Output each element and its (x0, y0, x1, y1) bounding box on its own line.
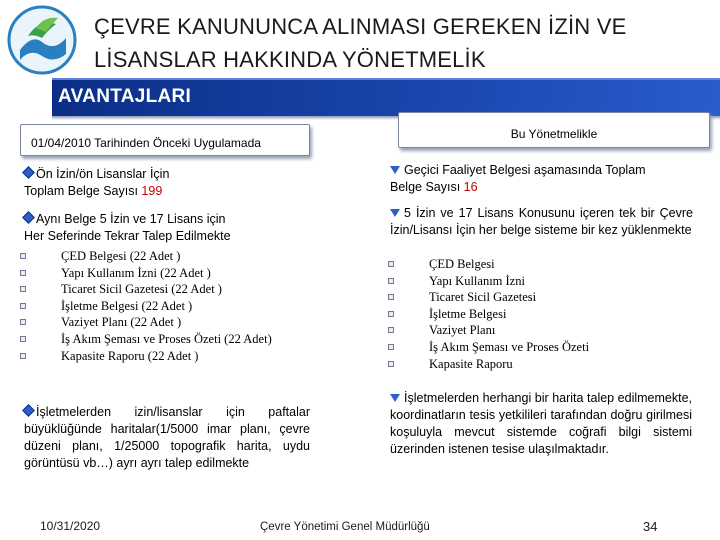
page-title (94, 10, 714, 76)
list-item: Yapı Kullanım İzni (22 Adet ) (20, 265, 320, 282)
right-p1-line1: Geçici Faaliyet Belgesi aşamasında Toplam (404, 163, 646, 177)
section-title: AVANTAJLARI (58, 86, 192, 107)
list-item: İşletme Belgesi (388, 306, 698, 323)
square-bullet-icon (388, 278, 394, 284)
left-paragraph-2 (24, 211, 314, 245)
right-document-count: 16 (463, 180, 478, 194)
left-p1-line1: Ön İzin/ön Lisanslar İçin (36, 167, 170, 181)
footer-date: 10/31/2020 (40, 519, 101, 533)
square-bullet-icon (20, 319, 26, 325)
left-document-list (20, 248, 320, 364)
left-paragraph-1 (24, 166, 314, 200)
right-p1-line2: Belge Sayısı (390, 180, 464, 194)
right-paragraph-2 (390, 205, 693, 238)
right-p2-text: 5 İzin ve 17 Lisans Konusunu içeren tek bir Çevre İzin/Lisansı İçin her belge sisteme bir kez yüklenmekte (390, 206, 693, 237)
left-paragraph-3 (24, 404, 310, 472)
title-line-2: LİSANSLAR HAKKINDA YÖNETMELİK (94, 47, 486, 72)
list-item: Vaziyet Planı (22 Adet ) (20, 314, 320, 331)
list-item: ÇED Belgesi (22 Adet ) (20, 248, 320, 265)
left-heading: 01/04/2010 Tarihinden Önceki Uygulamada (31, 136, 261, 150)
diamond-bullet-icon (22, 211, 35, 224)
list-item: Yapı Kullanım İzni (388, 273, 698, 290)
square-bullet-icon (388, 361, 394, 367)
square-bullet-icon (20, 286, 26, 292)
ministry-logo (6, 4, 78, 76)
left-heading-box (20, 124, 310, 156)
square-bullet-icon (20, 303, 26, 309)
list-item: Ticaret Sicil Gazetesi (22 Adet ) (20, 281, 320, 298)
left-p2-line1: Aynı Belge 5 İzin ve 17 Lisans için (36, 212, 226, 226)
title-line-1: ÇEVRE KANUNUNCA ALINMASI GEREKEN İZİN VE (94, 14, 627, 39)
left-p2-line2: Her Seferinde Tekrar Talep Edilmekte (24, 229, 231, 243)
list-item: Kapasite Raporu (22 Adet ) (20, 348, 320, 365)
list-item: Kapasite Raporu (388, 356, 698, 373)
triangle-bullet-icon (390, 166, 400, 174)
right-paragraph-1 (390, 162, 700, 196)
left-p3-text: İşletmelerden izin/lisanslar için paftalar büyüklüğünde haritalar(1/5000 imar planı, çevre düzeni planı, 1/25000 topografik harita, uydu görüntüsü vb…) ayrı ayrı talep edilmekte (24, 405, 310, 470)
left-document-count: 199 (141, 184, 163, 198)
list-item: ÇED Belgesi (388, 256, 698, 273)
square-bullet-icon (388, 344, 394, 350)
square-bullet-icon (388, 311, 394, 317)
square-bullet-icon (20, 270, 26, 276)
square-bullet-icon (20, 253, 26, 259)
square-bullet-icon (20, 353, 26, 359)
diamond-bullet-icon (22, 166, 35, 179)
left-p1-line2: Toplam Belge Sayısı (24, 184, 142, 198)
list-item: İş Akım Şeması ve Proses Özeti (22 Adet) (20, 331, 320, 348)
list-item: İşletme Belgesi (22 Adet ) (20, 298, 320, 315)
right-paragraph-3 (390, 390, 692, 458)
list-item: Ticaret Sicil Gazetesi (388, 289, 698, 306)
list-item: İş Akım Şeması ve Proses Özeti (388, 339, 698, 356)
square-bullet-icon (388, 294, 394, 300)
square-bullet-icon (388, 327, 394, 333)
triangle-bullet-icon (390, 209, 400, 217)
triangle-bullet-icon (390, 394, 400, 402)
right-heading-box (398, 112, 710, 148)
right-document-list (388, 256, 698, 372)
footer-organization: Çevre Yönetimi Genel Müdürlüğü (260, 521, 430, 533)
section-band (52, 78, 720, 116)
footer-page-number: 34 (643, 519, 658, 534)
square-bullet-icon (20, 336, 26, 342)
right-heading: Bu Yönetmelikle (510, 127, 598, 141)
diamond-bullet-icon (22, 404, 35, 417)
right-p3-text: İşletmelerden herhangi bir harita talep edilmemekte, koordinatların tesis yetkilileri tarafından doğru girilmesi koşuluyla mevcut sistemde coğrafi bilgi sistemi üzerinden istenen tesise ulaşılmaktadır. (390, 391, 692, 456)
square-bullet-icon (388, 261, 394, 267)
list-item: Vaziyet Planı (388, 322, 698, 339)
